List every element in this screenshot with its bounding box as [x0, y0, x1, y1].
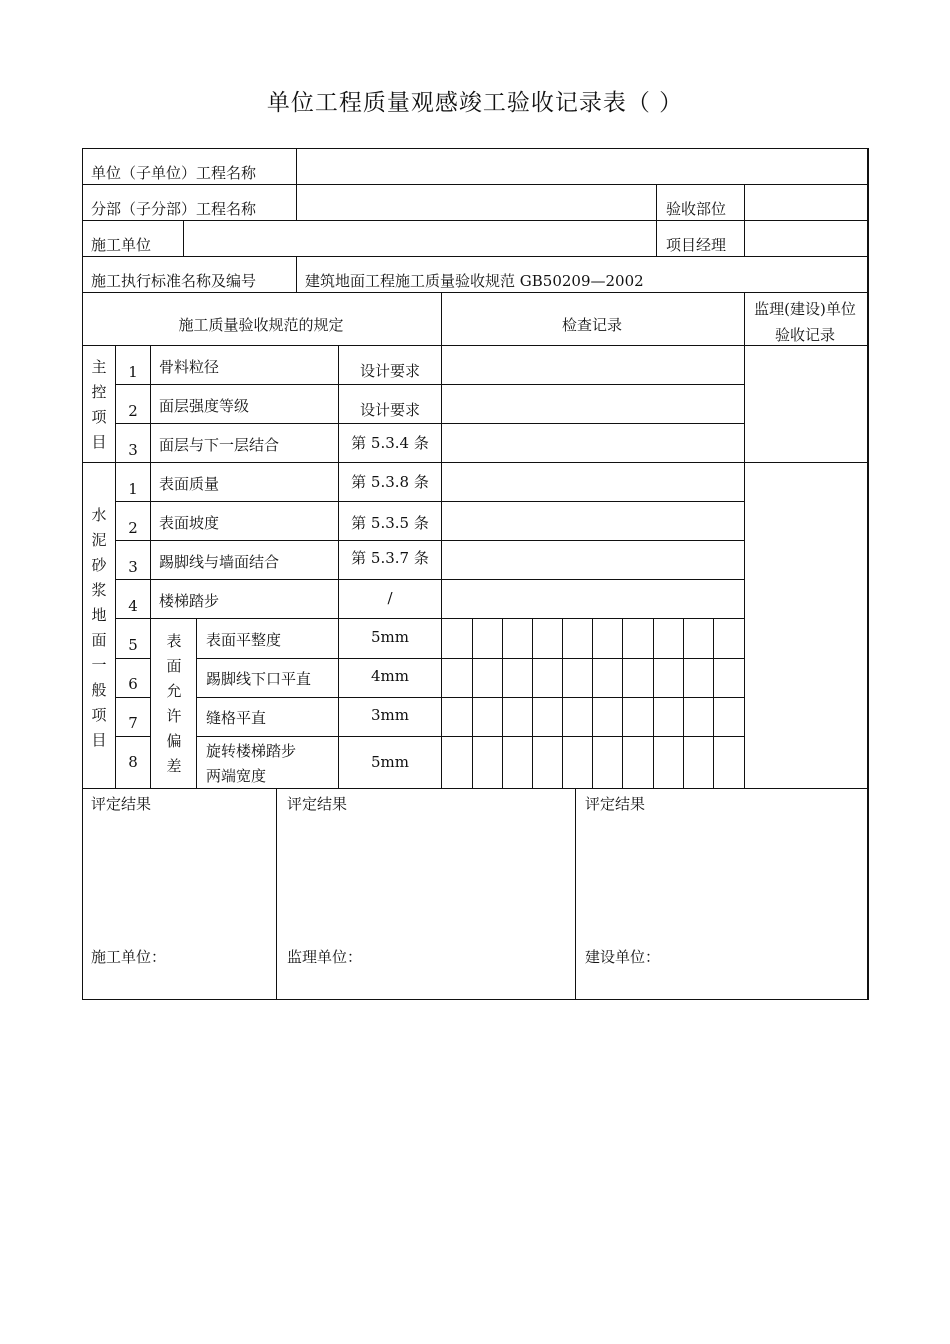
item-name: 踢脚线下口平直 [206, 670, 312, 688]
grid-line [82, 999, 868, 1000]
grid-line [82, 462, 868, 463]
item-requirement: 设计要求 [359, 362, 421, 380]
grid-line [82, 220, 868, 221]
unit-project-name-label: 单位（子单位）工程名称 [91, 164, 257, 182]
construction-result-label: 评定结果 [91, 795, 152, 813]
row-number: 8 [128, 753, 138, 771]
acceptance-part-label: 验收部位 [666, 200, 727, 218]
row-number: 3 [128, 558, 138, 576]
grid-line [744, 184, 745, 257]
grid-line [82, 292, 868, 293]
grid-line [82, 788, 868, 789]
item-requirement: 第 5.3.4 条 [351, 434, 429, 452]
supervision-result-label: 评定结果 [287, 795, 348, 813]
construction-unit-sign-label: 施工单位： [91, 948, 167, 966]
grid-line [115, 658, 151, 659]
grid-line [592, 618, 593, 789]
grid-line [868, 148, 869, 1000]
item-requirement: 第 5.3.5 条 [351, 514, 429, 532]
main-control-group-label: 主 控 项 目 [91, 358, 107, 451]
project-manager-label: 项目经理 [666, 236, 727, 254]
row-number: 3 [128, 441, 138, 459]
grid-line [532, 618, 533, 789]
grid-line [338, 345, 339, 789]
item-name-line1: 旋转楼梯踏步 [206, 742, 297, 760]
row-number: 5 [128, 636, 138, 654]
grid-line [115, 579, 745, 580]
grid-line [683, 618, 684, 789]
item-name: 面层强度等级 [159, 397, 250, 415]
item-requirement: 3mm [371, 706, 409, 724]
grid-line [115, 345, 116, 789]
supervision-header-line1: 监理(建设)单位 [754, 300, 856, 318]
item-requirement: 4mm [371, 667, 409, 685]
grid-line [82, 148, 868, 149]
row-number: 1 [128, 363, 138, 381]
grid-line [115, 384, 745, 385]
grid-line [115, 423, 745, 424]
item-requirement: 设计要求 [359, 401, 421, 419]
grid-line [115, 697, 151, 698]
item-requirement: 5mm [371, 628, 409, 646]
item-requirement: 第 5.3.8 条 [351, 473, 429, 491]
check-record-column-header: 检查记录 [561, 316, 623, 334]
owner-result-label: 评定结果 [585, 795, 646, 813]
spec-column-header: 施工质量验收规范的规定 [178, 316, 344, 334]
item-name: 表面平整度 [206, 631, 282, 649]
item-requirement: 第 5.3.7 条 [351, 549, 429, 567]
deviation-group-label: 表 面 允 许 偏 差 [166, 632, 182, 775]
grid-line [472, 618, 473, 789]
row-number: 6 [128, 675, 138, 693]
grid-line [653, 618, 654, 789]
sub-project-name-label: 分部（子分部）工程名称 [91, 200, 257, 218]
construction-unit-label: 施工单位 [91, 236, 152, 254]
item-name: 踢脚线与墙面结合 [159, 553, 280, 571]
item-name: 楼梯踏步 [159, 592, 220, 610]
grid-line [296, 256, 297, 293]
owner-unit-sign-label: 建设单位： [585, 948, 661, 966]
grid-line [115, 618, 745, 619]
grid-line [562, 618, 563, 789]
grid-line [183, 220, 184, 257]
grid-line [276, 788, 277, 1000]
grid-line [82, 184, 868, 185]
grid-line [296, 148, 297, 221]
standard-value: 建筑地面工程施工质量验收规范 GB50209—2002 [305, 272, 644, 290]
grid-line [502, 618, 503, 789]
item-requirement: / [387, 589, 393, 607]
item-name: 骨料粒径 [159, 358, 220, 376]
grid-line [115, 736, 151, 737]
row-number: 2 [128, 519, 138, 537]
grid-line [713, 618, 714, 789]
grid-line [82, 256, 868, 257]
grid-line [196, 658, 745, 659]
grid-line [622, 618, 623, 789]
grid-line [150, 345, 151, 789]
grid-line [196, 697, 745, 698]
item-name-line2: 两端宽度 [206, 767, 267, 785]
item-name: 表面质量 [159, 475, 220, 493]
item-name: 缝格平直 [206, 709, 267, 727]
row-number: 7 [128, 714, 138, 732]
item-requirement: 5mm [371, 753, 409, 771]
grid-line [115, 501, 745, 502]
supervision-unit-sign-label: 监理单位： [287, 948, 363, 966]
general-group-label: 水 泥 砂 浆 地 面 一 般 项 目 [91, 506, 107, 749]
row-number: 1 [128, 480, 138, 498]
supervision-header-line2: 验收记录 [774, 326, 836, 344]
item-name: 表面坡度 [159, 514, 220, 532]
row-number: 2 [128, 402, 138, 420]
grid-line [575, 788, 576, 1000]
form-title: 单位工程质量观感竣工验收记录表（ ） [266, 90, 684, 116]
grid-line [196, 618, 197, 789]
grid-line [82, 148, 83, 1000]
grid-line [196, 736, 745, 737]
grid-line [115, 540, 745, 541]
grid-line [656, 184, 657, 257]
grid-line [82, 345, 868, 346]
item-name: 面层与下一层结合 [159, 436, 280, 454]
row-number: 4 [128, 597, 138, 615]
standard-label: 施工执行标准名称及编号 [91, 272, 257, 290]
